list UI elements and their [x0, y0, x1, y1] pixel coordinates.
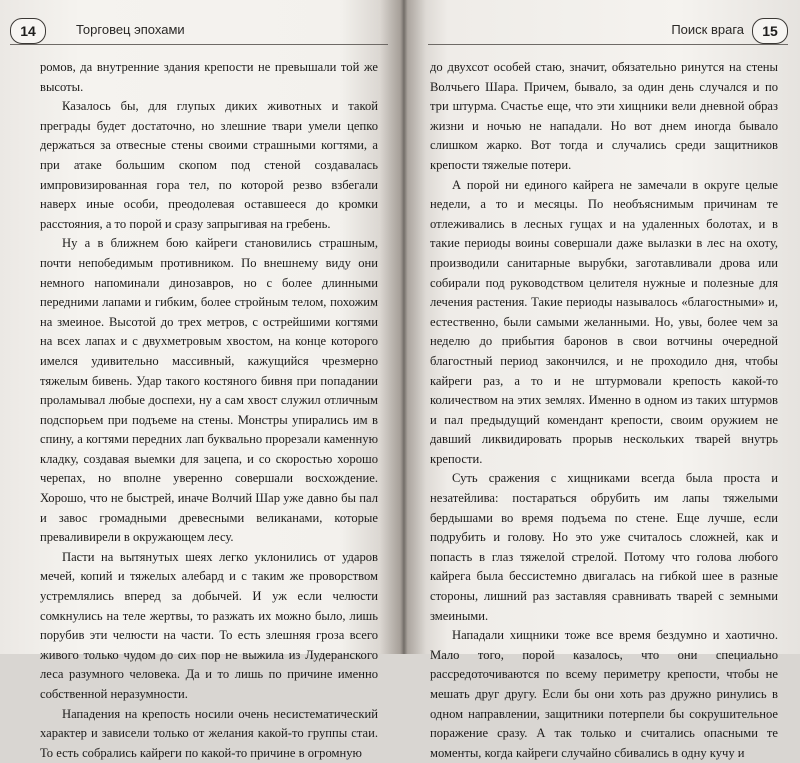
paragraph: Нападения на крепость носили очень несистематический характер и зависели только от желания какой-то группы стаи. То есть собрались кайреги по какой-то причине в огромную: [40, 706, 378, 760]
left-page-number: 14: [10, 18, 46, 44]
paragraph: ромов, да внутренние здания крепости не превышали той же высоты.: [40, 60, 378, 94]
right-running-head: [428, 18, 788, 45]
left-running-head-title: Торговец эпохами: [76, 22, 185, 37]
left-page: [0, 0, 400, 760]
right-page-text: [430, 58, 778, 763]
paragraph: до двухсот особей стаю, значит, обязательно ринутся на стены Волчьего Шара. Причем, бывало, за один день случался и по три штурма. Счастье еще, что эти хищники вели дневной образ жизни и ночью не нападали. Но вот днем иногда бывало слишком жарко. Вот тогда и случались среди защитников крепости тяжелые потери.: [430, 60, 778, 172]
paragraph: А порой ни единого кайрега не замечали в округе целые недели, а то и месяцы. По необъяснимым причинам те отлеживались в лесных гущах и на удаленных болотах, и в такие периоды воины совершали даже вылазки в лес на охоту, производили санитарные вырубки, заготавливали дрова или собирали под руководством целителя нужные и полезные для лечения растения. Такие периоды называлось «благостными» и, естественно, были самыми желанными. Но, увы, более чем за неделю до прибытия баронов в свои вотчины очередной благостный период закончился, и не проходило дня, чтобы кайреги раз, а то и не штурмовали крепость какой-то количеством на этих землях. Именно в одном из таких штурмов и пал предыдущий комендант крепости, своим оружием не давший ликвидировать прорыв нескольких тварей внутрь крепости.: [430, 177, 778, 466]
left-page-text: [40, 58, 378, 763]
right-page: [400, 0, 800, 760]
paragraph: Пасти на вытянутых шеях легко уклонились от ударов мечей, копий и тяжелых алебард и с таким же проворством устремлялись вперед за добычей. И уж если челюсти сомкнулись на теле жертвы, то разжать их можно было, лишь порубив эти челюсти на части. То есть злешняя гроза всего живого только чудом до сих пор не выжила из Лудеранского леса разумного человека. Да и то лишь по причине именно собственной неразумности.: [40, 549, 378, 701]
book-gutter-shadow: [380, 0, 426, 654]
paragraph: Ну а в ближнем бою кайреги становились страшным, почти непобедимым противником. По внешнему виду они немного напоминали динозавров, но с более длинными передними лапами и гибким, более стройным телом, похожим на змеиное. Высотой до трех метров, с острейшими когтями на всех лапах и с двухметровым хвостом, на конце которого имелся удивительно массивный, кажущийся чрезмерно тяжелым бивень. Удар такого костяного бивня при попадании проламывал любые доспехи, ну а сам хвост служил отличным подспорьем при подъеме на стены. Монстры упирались им в спину, а когтями передних лап буквально прорезали каменную кладку, создавая выемки для зацепа, и со скоростью хорошо черепах, но вполне уверенно совершали восхождение. Хорошо, что не быстрей, иначе Волчий Шар уже давно бы пал и завос громадными древесными великанами, которые преваливирели в окружающем лесу.: [40, 236, 378, 545]
paragraph: Казалось бы, для глупых диких животных и такой преграды будет достаточно, но злешние твари умели цепко держаться за отвесные стены своими страшными когтями, а при атаке большим скопом под стеной создавалась импровизированная гора тел, по которой резво взбегали наверх иные особи, преодолевая оставшееся до кромки расстояния, а то порой и сразу запрыгивая на гребень.: [40, 99, 378, 231]
left-running-head: [10, 18, 388, 45]
paragraph: Нападали хищники тоже все время бездумно и хаотично. Мало того, порой казалось, что они специально рассредоточиваются по всему периметру крепости, чтобы не мешать друг другу. Если бы они хоть раз дружно ринулись в одном направлении, защитники потерпели бы сокрушительное поражение сразу. А так только и считались опасными те моменты, когда кайреги случайно сбивались в одну кучу и: [430, 628, 778, 760]
paragraph: Суть сражения с хищниками всегда была проста и незатейлива: постараться обрубить им лапы тяжелыми бердышами во время подъема по стене. Еще лучше, если подрубить и голову. Но это уже считалось сложней, как и попасть в глаз тяжелой стрелой. Потому что голова любого кайрега была бессистемно двигалась на гибкой шее в разные стороны, лишний раз заставляя сравнивать тварей с земными змеиными.: [430, 471, 778, 623]
right-page-number: 15: [752, 18, 788, 44]
right-running-head-title: Поиск врага: [671, 22, 744, 37]
